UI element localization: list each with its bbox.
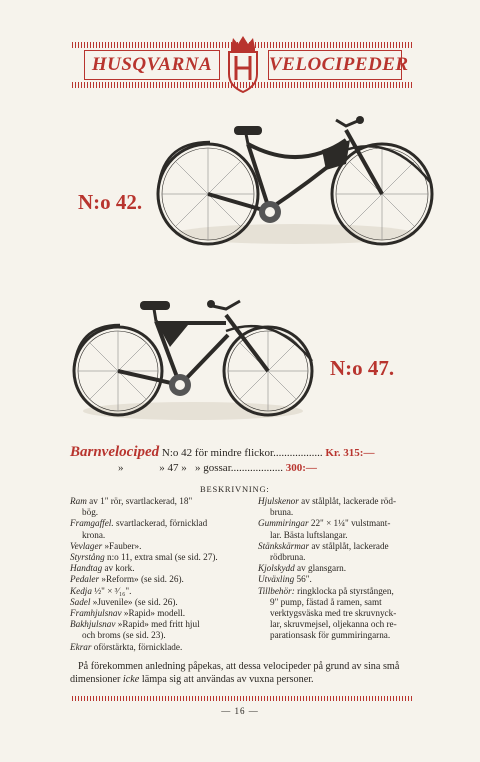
note-text: lämpa sig att användas av vuxna personer. <box>139 673 314 685</box>
header-banner <box>72 34 412 94</box>
spec-line <box>70 642 252 653</box>
brand-product: VELOCIPEDER <box>268 50 402 80</box>
spec-term: Kedja <box>70 585 92 596</box>
spec-value: av stålplåt, lackerade röd- <box>301 496 397 506</box>
product-row-47 <box>118 462 317 474</box>
spec-value: rödbruna. <box>270 552 306 563</box>
spec-line <box>258 630 438 641</box>
spec-term: Framgaffel. <box>70 518 114 529</box>
ditto-mark: » <box>159 462 165 474</box>
spec-line <box>258 518 438 529</box>
spec-value: av kork. <box>104 563 135 574</box>
spec-value: ringklocka på styrstången, <box>297 585 394 596</box>
model-number: N:o 42 <box>161 447 193 459</box>
spec-line <box>70 608 252 619</box>
spec-term: Bakhjulsnav <box>70 619 116 630</box>
spec-value: »Juvenile» (se sid. 26). <box>92 596 178 607</box>
description-heading: BESKRIVNING: <box>200 484 270 494</box>
spec-line <box>258 541 438 552</box>
spec-line <box>258 597 438 608</box>
spec-value: »Fauber». <box>104 540 142 551</box>
spec-value: krona. <box>82 529 106 540</box>
spec-line <box>70 619 252 630</box>
model-number: 47 <box>167 462 179 474</box>
model-42-label: N:o 42. <box>78 190 143 214</box>
spec-value: n:o 11, extra smal (se sid. 27). <box>107 552 218 563</box>
spec-value: »Reform» (se sid. 26). <box>101 574 184 585</box>
spec-value: bruna. <box>270 507 294 518</box>
price: 300:— <box>285 462 317 474</box>
spec-line <box>258 496 438 507</box>
spec-value: »Rapid» modell. <box>123 608 186 619</box>
product-row-42 <box>70 444 374 461</box>
spec-value: och broms (se sid. 23). <box>82 630 166 641</box>
spec-term: Gummiringar <box>258 518 309 529</box>
spec-value: av glansgarn. <box>297 563 347 574</box>
footer-rule <box>72 696 412 701</box>
spec-line <box>70 530 252 541</box>
ditto-mark: » <box>181 462 187 474</box>
note-text: På förekommen anledning påpekas, att dessa velocipeder på grund av sina små dimensioner <box>70 661 400 685</box>
spec-line <box>258 530 438 541</box>
spec-value: bög. <box>82 507 99 518</box>
spec-line <box>258 619 438 630</box>
spec-line <box>258 574 438 585</box>
spec-line <box>258 608 438 619</box>
spec-value: av stålplåt, lackerade <box>311 540 389 551</box>
note-emphasis: icke <box>122 673 140 685</box>
spec-value: 56". <box>296 574 312 585</box>
spec-line <box>70 496 252 507</box>
spec-column-right <box>258 496 438 642</box>
currency: Kr. <box>325 447 341 459</box>
spec-term: Sadel <box>70 596 91 607</box>
spec-term: Kjolskydd <box>258 563 295 574</box>
spec-column-left <box>70 496 252 653</box>
spec-line <box>70 552 252 563</box>
spec-term: Stänkskärmar <box>258 540 310 551</box>
spec-value: lar. Bästa luftslangar. <box>270 529 348 540</box>
model-description: gossar <box>203 462 231 474</box>
spec-line <box>70 518 252 529</box>
model-description: för mindre flickor <box>194 447 274 459</box>
product-title: Barnvelociped <box>70 444 160 460</box>
spec-term: Utväxling <box>258 574 295 585</box>
model-47-label: N:o 47. <box>330 356 395 380</box>
page-number: — 16 — <box>221 706 259 716</box>
spec-term: Pedaler <box>70 574 100 585</box>
spec-line <box>70 563 252 574</box>
spec-line <box>70 630 252 641</box>
bicycle-47-illustration <box>68 295 318 423</box>
spec-value: ½" × ³⁄₁₆". <box>94 585 132 596</box>
spec-term: Vevlager <box>70 540 103 551</box>
spec-value: parationsask för gummiringarna. <box>270 630 391 641</box>
price: 315:— <box>343 447 375 459</box>
crowned-h-emblem-icon <box>223 34 263 94</box>
bicycle-42-illustration <box>150 112 440 247</box>
spec-term: Hjulskenor <box>258 496 299 506</box>
spec-value: verktygsväska med tre skruvnyck- <box>270 608 397 619</box>
leader-dots: ................... <box>230 462 283 474</box>
usage-note <box>70 661 442 686</box>
spec-value: lar, skruvmejsel, oljekanna och re- <box>270 619 397 630</box>
spec-line <box>70 586 252 597</box>
spec-line <box>70 541 252 552</box>
spec-line <box>70 507 252 518</box>
spec-line <box>258 507 438 518</box>
spec-line <box>258 586 438 597</box>
spec-value: av 1" rör, svartlackerad, 18" <box>89 496 193 506</box>
spec-value: 22" × 1¼" vulstmant- <box>310 518 391 529</box>
ditto-mark: » <box>195 462 201 474</box>
brand-name: HUSQVARNA <box>84 50 220 80</box>
spec-line <box>258 563 438 574</box>
spec-term: Ekrar <box>70 641 92 652</box>
spec-line <box>70 574 252 585</box>
spec-term: Framhjulsnav <box>70 608 122 619</box>
spec-term: Handtag <box>70 563 103 574</box>
ditto-mark: » <box>118 462 124 474</box>
spec-line <box>258 552 438 563</box>
spec-term: Styrstång <box>70 552 105 563</box>
spec-value: 9" pump, fästad å ramen, samt <box>270 596 382 607</box>
spec-line <box>70 597 252 608</box>
spec-value: »Rapid» med fritt hjul <box>117 619 200 630</box>
leader-dots: .................. <box>273 447 323 459</box>
spec-term: Tillbehör: <box>258 585 295 596</box>
spec-term: Ram <box>70 496 87 506</box>
spec-value: oförstärkta, förnicklade. <box>93 641 183 652</box>
spec-value: svartlackerad, förnicklad <box>115 518 208 529</box>
